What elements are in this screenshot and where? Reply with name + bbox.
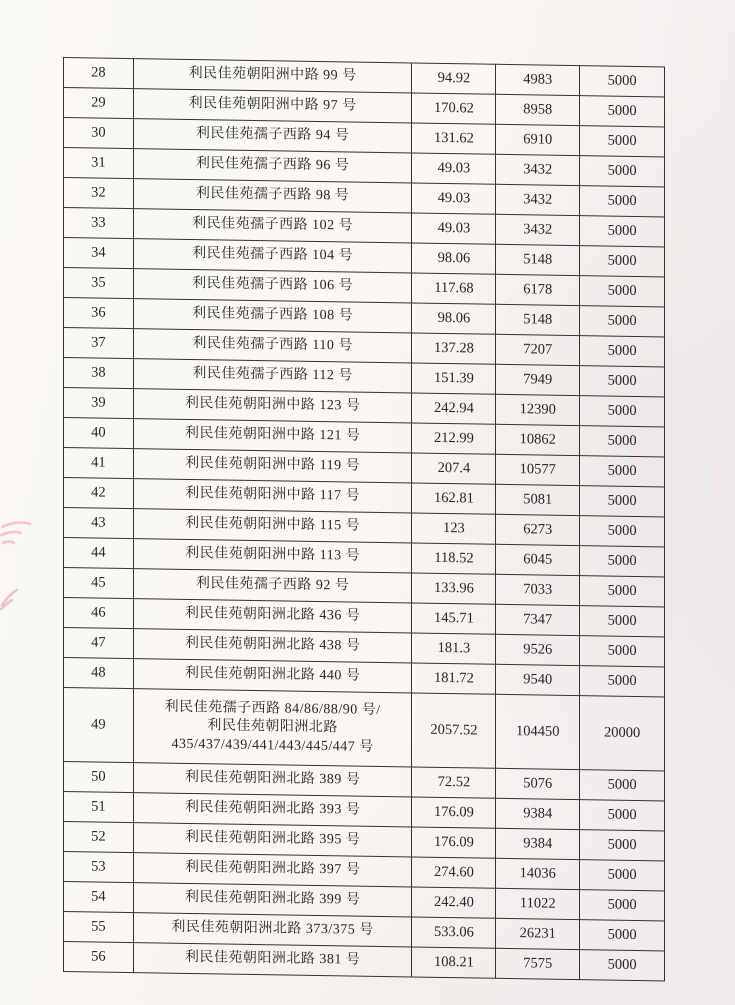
cell-value-1: 49.03 xyxy=(412,153,496,184)
cell-address: 利民佳苑孺子西路 98 号 xyxy=(133,179,412,213)
cell-row-number: 55 xyxy=(64,912,134,943)
cell-row-number: 51 xyxy=(64,792,134,823)
cell-value-3: 5000 xyxy=(580,830,665,861)
cell-value-2: 5081 xyxy=(496,484,580,515)
cell-value-3: 5000 xyxy=(580,186,665,217)
cell-address: 利民佳苑朝阳洲中路 113 号 xyxy=(133,539,412,573)
cell-value-1: 170.62 xyxy=(412,93,496,124)
cell-address: 利民佳苑孺子西路 94 号 xyxy=(133,119,412,153)
cell-row-number: 34 xyxy=(64,238,134,269)
cell-value-3: 5000 xyxy=(580,366,665,397)
cell-row-number: 30 xyxy=(64,118,134,149)
cell-value-3: 5000 xyxy=(580,546,665,577)
cell-value-1: 212.99 xyxy=(412,423,496,454)
cell-address: 利民佳苑朝阳洲北路 440 号 xyxy=(133,659,412,693)
cell-address: 利民佳苑朝阳洲北路 438 号 xyxy=(133,629,412,663)
cell-value-2: 5076 xyxy=(496,768,580,799)
cell-value-3: 5000 xyxy=(580,486,665,517)
cell-row-number: 38 xyxy=(64,358,134,389)
cell-address: 利民佳苑朝阳洲中路 119 号 xyxy=(133,449,412,483)
cell-value-3: 5000 xyxy=(580,96,665,127)
cell-value-2: 6045 xyxy=(496,544,580,575)
cell-value-3: 5000 xyxy=(580,216,665,247)
cell-value-2: 12390 xyxy=(496,394,580,425)
cell-address: 利民佳苑朝阳洲中路 117 号 xyxy=(133,479,412,513)
cell-value-2: 4983 xyxy=(496,64,580,95)
cell-address: 利民佳苑朝阳洲中路 123 号 xyxy=(133,389,412,423)
cell-value-2: 7949 xyxy=(496,364,580,395)
cell-address: 利民佳苑朝阳洲中路 99 号 xyxy=(133,59,412,93)
cell-row-number: 53 xyxy=(64,852,134,883)
cell-row-number: 32 xyxy=(64,178,134,209)
cell-address: 利民佳苑朝阳洲中路 115 号 xyxy=(133,509,412,543)
cell-value-2: 7347 xyxy=(496,604,580,635)
cell-row-number: 41 xyxy=(64,448,134,479)
cell-value-2: 6273 xyxy=(496,514,580,545)
cell-value-3: 5000 xyxy=(580,606,665,637)
cell-value-2: 7575 xyxy=(496,948,580,979)
cell-value-1: 94.92 xyxy=(412,63,496,94)
cell-address: 利民佳苑孺子西路 84/86/88/90 号/ 利民佳苑朝阳洲北路 435/437/439/441/443/445/447 号 xyxy=(133,689,412,767)
cell-row-number: 45 xyxy=(64,568,134,599)
cell-value-2: 104450 xyxy=(496,694,580,769)
cell-value-1: 242.94 xyxy=(412,393,496,424)
cell-value-3: 5000 xyxy=(580,396,665,427)
cell-address: 利民佳苑孺子西路 106 号 xyxy=(133,269,412,303)
cell-value-2: 8958 xyxy=(496,94,580,125)
cell-value-1: 49.03 xyxy=(412,183,496,214)
cell-address: 利民佳苑朝阳洲北路 393 号 xyxy=(133,793,412,827)
cell-row-number: 36 xyxy=(64,298,134,329)
cell-value-1: 118.52 xyxy=(412,543,496,574)
cell-row-number: 56 xyxy=(64,942,134,973)
cell-value-2: 3432 xyxy=(496,184,580,215)
cell-value-1: 98.06 xyxy=(412,303,496,334)
cell-row-number: 47 xyxy=(64,628,134,659)
cell-value-1: 98.06 xyxy=(412,243,496,274)
cell-value-3: 5000 xyxy=(580,636,665,667)
cell-address: 利民佳苑朝阳洲北路 395 号 xyxy=(133,823,412,857)
cell-value-3: 5000 xyxy=(580,276,665,307)
cell-value-2: 3432 xyxy=(496,154,580,185)
cell-address: 利民佳苑朝阳洲北路 381 号 xyxy=(133,943,412,977)
cell-value-1: 274.60 xyxy=(412,857,496,888)
table-row xyxy=(64,688,665,771)
cell-value-2: 9540 xyxy=(496,664,580,695)
cell-value-2: 5148 xyxy=(496,304,580,335)
cell-value-3: 5000 xyxy=(580,666,665,697)
cell-address: 利民佳苑孺子西路 104 号 xyxy=(133,239,412,273)
cell-value-1: 137.28 xyxy=(412,333,496,364)
cell-value-2: 11022 xyxy=(496,888,580,919)
cell-value-1: 133.96 xyxy=(412,573,496,604)
cell-address: 利民佳苑孺子西路 102 号 xyxy=(133,209,412,243)
cell-value-3: 5000 xyxy=(580,576,665,607)
cell-value-2: 7033 xyxy=(496,574,580,605)
cell-value-3: 5000 xyxy=(580,126,665,157)
cell-value-2: 3432 xyxy=(496,214,580,245)
cell-value-3: 5000 xyxy=(580,426,665,457)
cell-value-1: 72.52 xyxy=(412,767,496,798)
cell-row-number: 44 xyxy=(64,538,134,569)
cell-address: 利民佳苑朝阳洲中路 121 号 xyxy=(133,419,412,453)
cell-value-3: 5000 xyxy=(580,890,665,921)
cell-row-number: 49 xyxy=(64,688,134,763)
cell-value-1: 2057.52 xyxy=(412,693,496,768)
cell-value-1: 176.09 xyxy=(412,827,496,858)
cell-address: 利民佳苑孺子西路 108 号 xyxy=(133,299,412,333)
cell-value-2: 14036 xyxy=(496,858,580,889)
cell-value-3: 5000 xyxy=(580,306,665,337)
cell-value-1: 145.71 xyxy=(412,603,496,634)
red-ink-mark xyxy=(0,505,52,625)
cell-row-number: 54 xyxy=(64,882,134,913)
cell-value-1: 162.81 xyxy=(412,483,496,514)
cell-value-2: 5148 xyxy=(496,244,580,275)
cell-address: 利民佳苑孺子西路 92 号 xyxy=(133,569,412,603)
cell-value-2: 10577 xyxy=(496,454,580,485)
cell-address: 利民佳苑朝阳洲北路 373/375 号 xyxy=(133,913,412,947)
cell-value-1: 108.21 xyxy=(412,947,496,978)
cell-value-2: 9384 xyxy=(496,798,580,829)
cell-row-number: 37 xyxy=(64,328,134,359)
cell-value-1: 117.68 xyxy=(412,273,496,304)
cell-row-number: 28 xyxy=(64,58,134,89)
cell-row-number: 43 xyxy=(64,508,134,539)
cell-value-3: 5000 xyxy=(580,920,665,951)
cell-value-2: 6178 xyxy=(496,274,580,305)
cell-value-2: 26231 xyxy=(496,918,580,949)
cell-value-2: 7207 xyxy=(496,334,580,365)
cell-value-3: 5000 xyxy=(580,66,665,97)
cell-value-1: 242.40 xyxy=(412,887,496,918)
cell-value-3: 5000 xyxy=(580,800,665,831)
cell-address: 利民佳苑朝阳洲北路 436 号 xyxy=(133,599,412,633)
cell-value-3: 5000 xyxy=(580,770,665,801)
cell-value-1: 533.06 xyxy=(412,917,496,948)
cell-row-number: 39 xyxy=(64,388,134,419)
cell-value-1: 207.4 xyxy=(412,453,496,484)
cell-address: 利民佳苑朝阳洲中路 97 号 xyxy=(133,89,412,123)
cell-value-3: 5000 xyxy=(580,860,665,891)
cell-value-1: 151.39 xyxy=(412,363,496,394)
cell-row-number: 33 xyxy=(64,208,134,239)
cell-address: 利民佳苑孺子西路 112 号 xyxy=(133,359,412,393)
cell-value-1: 176.09 xyxy=(412,797,496,828)
cell-value-2: 9526 xyxy=(496,634,580,665)
cell-address: 利民佳苑朝阳洲北路 399 号 xyxy=(133,883,412,917)
cell-value-2: 10862 xyxy=(496,424,580,455)
cell-value-3: 5000 xyxy=(580,156,665,187)
cell-value-3: 5000 xyxy=(580,246,665,277)
cell-row-number: 29 xyxy=(64,88,134,119)
cell-address: 利民佳苑孺子西路 96 号 xyxy=(133,149,412,183)
fee-table-body xyxy=(64,58,665,981)
cell-address: 利民佳苑朝阳洲北路 389 号 xyxy=(133,763,412,797)
fee-table xyxy=(63,57,665,981)
cell-address: 利民佳苑朝阳洲北路 397 号 xyxy=(133,853,412,887)
cell-row-number: 52 xyxy=(64,822,134,853)
cell-value-3: 20000 xyxy=(580,696,665,771)
cell-value-2: 6910 xyxy=(496,124,580,155)
cell-row-number: 42 xyxy=(64,478,134,509)
cell-row-number: 40 xyxy=(64,418,134,449)
cell-row-number: 50 xyxy=(64,762,134,793)
cell-value-2: 9384 xyxy=(496,828,580,859)
cell-value-1: 131.62 xyxy=(412,123,496,154)
cell-row-number: 46 xyxy=(64,598,134,629)
cell-value-1: 181.72 xyxy=(412,663,496,694)
cell-value-3: 5000 xyxy=(580,336,665,367)
cell-row-number: 35 xyxy=(64,268,134,299)
cell-value-1: 49.03 xyxy=(412,213,496,244)
cell-row-number: 48 xyxy=(64,658,134,689)
cell-value-3: 5000 xyxy=(580,516,665,547)
cell-value-1: 181.3 xyxy=(412,633,496,664)
cell-value-1: 123 xyxy=(412,513,496,544)
cell-row-number: 31 xyxy=(64,148,134,179)
cell-value-3: 5000 xyxy=(580,456,665,487)
cell-address: 利民佳苑孺子西路 110 号 xyxy=(133,329,412,363)
cell-value-3: 5000 xyxy=(580,950,665,981)
